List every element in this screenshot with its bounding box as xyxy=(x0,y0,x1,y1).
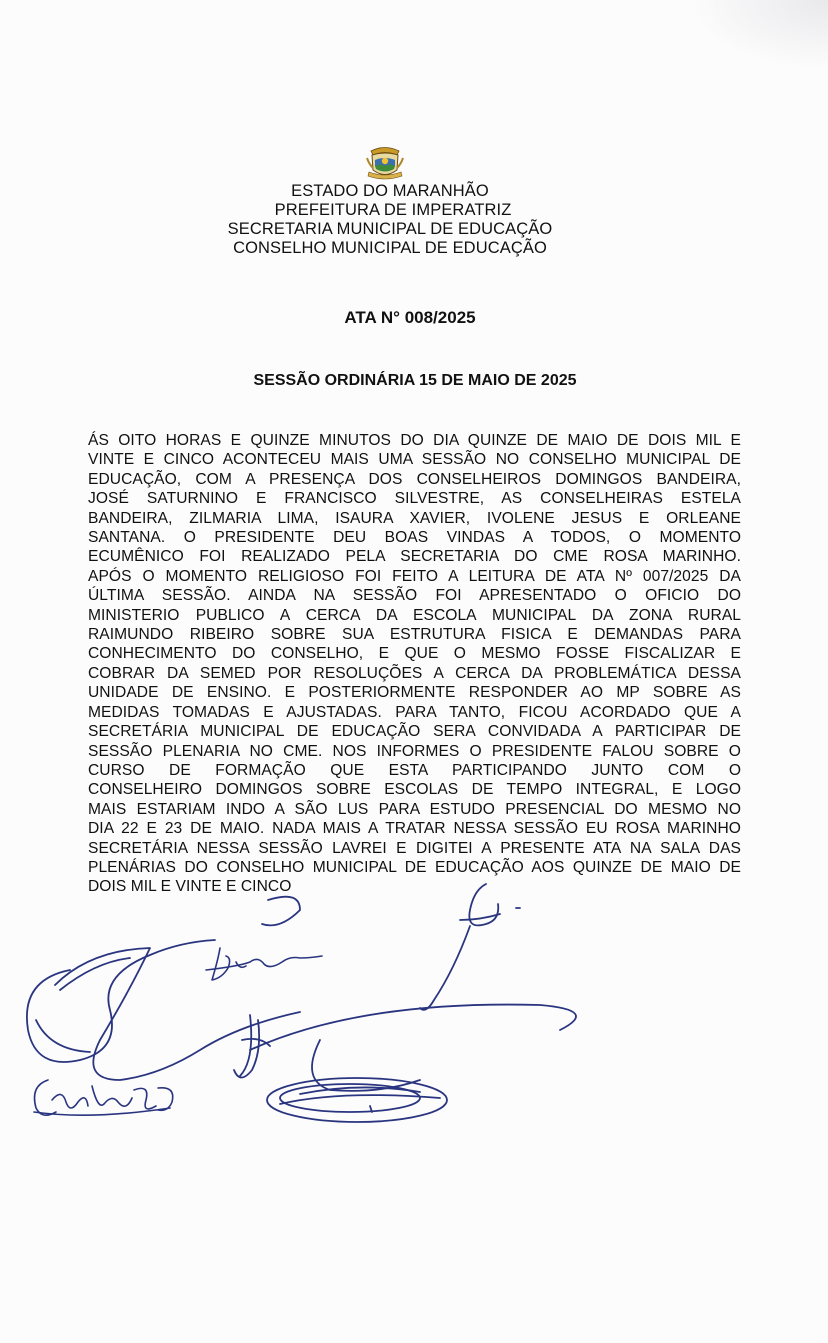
body-line: VINTE E CINCO ACONTECEU MAIS UMA SESSÃO NO CONSELHO MUNICIPAL DE xyxy=(88,451,741,469)
body-line: BANDEIRA, ZILMARIA LIMA, ISAURA XAVIER, IVOLENE JESUS E ORLEANE xyxy=(88,509,741,527)
header-prefecture: PREFEITURA DE IMPERATRIZ xyxy=(274,201,512,219)
body-line: ÚLTIMA SESSÃO. AINDA NA SESSÃO FOI APRESENTADO O OFICIO DO xyxy=(88,587,741,605)
body-line: DIA 22 E 23 DE MAIO. NADA MAIS A TRATAR NESSA SESSÃO EU ROSA MARINHO xyxy=(88,820,741,838)
header-state: ESTADO DO MARANHÃO xyxy=(291,182,489,200)
body-line: PLENÁRIAS DO CONSELHO MUNICIPAL DE EDUCAÇÃO AOS QUINZE DE MAIO DE xyxy=(88,858,741,876)
body-line: CONSELHEIRO DOMINGOS SOBRE ESCOLAS DE TEMPO INTEGRAL, E LOGO xyxy=(88,781,741,799)
signatures-area xyxy=(0,880,828,1180)
body-line: SECRETÁRIA MUNICIPAL DE EDUCAÇÃO SERA CONVIDADA A PARTICIPAR DE xyxy=(88,723,741,741)
body-line: SANTANA. O PRESIDENTE DEU BOAS VINDAS A TODOS, O MOMENTO xyxy=(88,529,741,547)
body-line: APÓS O MOMENTO RELIGIOSO FOI FEITO A LEITURA DE ATA Nº 007/2025 DA xyxy=(88,567,741,585)
body-line: SECRETÁRIA NESSA SESSÃO LAVREI E DIGITEI A PRESENTE ATA NA SALA DAS xyxy=(88,839,741,857)
body-line: UNIDADE DE ENSINO. E POSTERIORMENTE RESPONDER AO MP SOBRE AS xyxy=(88,684,741,702)
body-line: JOSÉ SATURNINO E FRANCISCO SILVESTRE, AS CONSELHEIRAS ESTELA xyxy=(88,490,741,508)
signature-2 xyxy=(206,948,322,980)
header-council: CONSELHO MUNICIPAL DE EDUCAÇÃO xyxy=(233,239,547,257)
signature-estela xyxy=(34,1080,173,1115)
body-line: RAIMUNDO RIBEIRO SOBRE SUA ESTRUTURA FISICA E DEMANDAS PARA xyxy=(88,626,741,644)
header-secretariat: SECRETARIA MUNICIPAL DE EDUCAÇÃO xyxy=(227,220,553,238)
body-line: EDUCAÇÃO, COM A PRESENÇA DOS CONSELHEIROS DOMINGOS BANDEIRA, xyxy=(88,470,741,488)
body-line: MEDIDAS TOMADAS E AJUSTADAS. PARA TANTO, FICOU ACORDADO QUE A xyxy=(88,703,741,721)
signature-5 xyxy=(267,1078,447,1122)
body-line: CONHECIMENTO DO CONSELHO, E QUE O MESMO FOSSE FISCALIZAR E xyxy=(88,645,741,663)
institution-header xyxy=(160,182,620,258)
body-line: COBRAR DA SEMED POR RESOLUÇÕES A CERCA DA PROBLEMÁTICA DESSA xyxy=(88,664,741,682)
municipal-coat-of-arms-icon xyxy=(361,142,409,182)
body-line: ÁS OITO HORAS E QUINZE MINUTOS DO DIA QUINZE DE MAIO DE DOIS MIL E xyxy=(88,432,741,449)
signature-1 xyxy=(27,940,300,1080)
body-line: ECUMÊNICO FOI REALIZADO PELA SECRETARIA DO CME ROSA MARINHO. xyxy=(88,548,741,566)
ata-number: ATA N° 008/2025 xyxy=(344,308,476,327)
body-line: CURSO DE FORMAÇÃO QUE ESTA PARTICIPANDO JUNTO COM O xyxy=(88,761,741,779)
body-line: SESSÃO PLENARIA NO CME. NOS INFORMES O PRESIDENTE FALOU SOBRE O xyxy=(88,742,741,760)
session-title: SESSÃO ORDINÁRIA 15 DE MAIO DE 2025 xyxy=(253,372,577,389)
signature-4 xyxy=(234,1005,576,1091)
body-line: MAIS ESTARIAM INDO A SÃO LUS PARA ESTUDO PRESENCIAL DO MESMO NO xyxy=(88,800,741,818)
body-line: DOIS MIL E VINTE E CINCO xyxy=(88,878,292,896)
signature-3 xyxy=(262,884,520,1010)
minutes-body xyxy=(88,431,741,897)
scan-shadow xyxy=(688,0,828,70)
body-line: MINISTERIO PUBLICO A CERCA DA ESCOLA MUNICIPAL DA ZONA RURAL xyxy=(88,606,741,624)
